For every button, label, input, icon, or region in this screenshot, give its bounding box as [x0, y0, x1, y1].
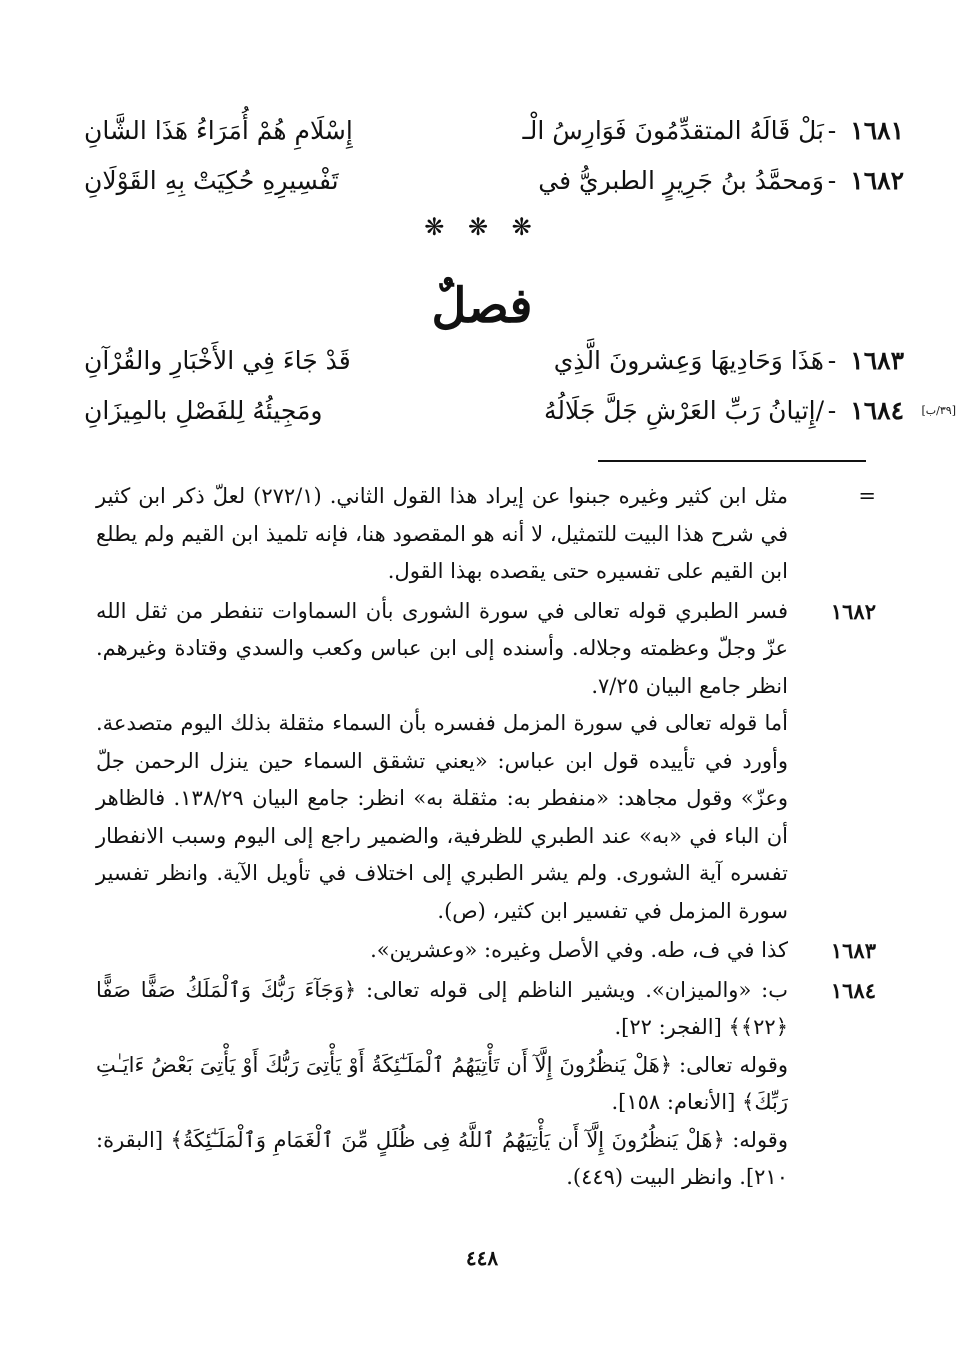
footnote-marker: ١٦٨٣ [830, 938, 876, 963]
verse-first-hemistich: /إِتيانُ رَبِّ العَرْشِ جَلَّ جَلَالُهُ [544, 395, 824, 425]
section-heading: فصلٌ [431, 278, 533, 334]
footnote-paragraph: وقوله: ﴿هَلْ يَنظُرُونَ إِلَّآ أَن يَأْتِيَهُمُ ٱللَّهُ فِى ظُلَلٍ مِّنَ ٱلْغَمَامِ وَٱلْمَلَـٰٓئِكَةُ﴾ [البقرة: ٢١٠]. وانظر البيت (٤٤٩). [96, 1127, 788, 1189]
verse-1681 [84, 108, 904, 152]
footnote-marker: = [858, 484, 876, 508]
verse-1682 [84, 158, 904, 202]
verse-dash: - [827, 345, 837, 375]
verse-dash: - [827, 115, 837, 145]
verse-second-hemistich: إِسْلَامِ هُمْ أُمَرَاءُ هَذَا الشَّانِ [84, 115, 353, 145]
footnote-separator [598, 460, 866, 462]
footnote-paragraph: مثل ابن كثير وغيره جبنوا عن إيراد هذا القول الثاني. (٢٧٢/١) لعلّ ذكر ابن كثير في شرح هذا البيت للتمثيل، لا أنه هو المقصود هنا، فإنه تلميذ ابن القيم ولم يطلع ابن القيم على تفسيره حتى يقصده بهذا القول. [96, 484, 789, 583]
footnote-1682 [96, 593, 876, 931]
footnote-paragraph: فسر الطبري قوله تعالى في سورة الشورى بأن السماوات تنفطر من ثقل الله عزّ وجلّ وعظمته وجلاله. وأسنده إلى ابن عباس وكعب والسدي وقتادة وغيرهم. انظر جامع البيان ٧/٢٥. [96, 598, 788, 698]
verse-first-hemistich: بَلْ قَالَهُ المتقدِّمُونَ فَوَارِسُ الْـ [522, 115, 824, 145]
verse-first-hemistich: وَمحمَّدُ بنُ جَرِيرٍ الطبريُّ في [538, 165, 824, 195]
footnote-marker: ١٦٨٤ [830, 977, 876, 1003]
footnote-paragraph: وقوله تعالى: ﴿هَلْ يَنظُرُونَ إِلَّآ أَن تَأْتِيَهُمُ ٱلْمَلَـٰٓئِكَةُ أَوْ يَأْتِىَ رَبُّكَ أَوْ يَأْتِىَ بَعْضُ ءَايَـٰتِ رَبِّكَ﴾ [الأنعام: ١٥٨]. [96, 1052, 788, 1114]
verse-second-hemistich: قَدْ جَاءَ فِي الأَخْبَارِ والقُرْآنِ [84, 345, 351, 375]
verse-dash: - [827, 395, 837, 425]
footnote-1684 [96, 972, 876, 1197]
verse-second-hemistich: ومَجِيئُهُ لِلفَصْلِ بالمِيزَانِ [84, 395, 323, 425]
footnote-body [96, 478, 788, 591]
verse-number: ١٦٨٢ [850, 165, 904, 195]
verse-number: ١٦٨٣ [850, 345, 904, 375]
footnote-body [96, 932, 788, 970]
verse-dash: - [827, 165, 837, 195]
verse-first-hemistich: هَذَا وَحَادِيهَا وَعِشرونَ الَّذِي [553, 345, 824, 375]
footnote-paragraph: أما قوله تعالى في سورة المزمل ففسره بأن السماء مثقلة بذلك اليوم متصدعة. وأورد في تأييده قول ابن عباس: «يعني تشقق السماء حين ينزل الرحمن جلّ وعزّ» وقول مجاهد: «منفطر به: مثقلة به» انظر: جامع البيان ١٣٨/٢٩. فالظاهر أن الباء في «به» عند الطبري للظرفية، والضمير راجع إلى اليوم وسبب الانفطار تفسره آية الشورى. ولم يشر الطبري إلى اختلاف في تأويل الآية. وانظر تفسير سورة المزمل في تفسير ابن كثير، (ص). [96, 711, 788, 923]
footnote-body [96, 972, 788, 1197]
footnote-paragraph: ب: «والميزان». ويشير الناظم إلى قوله تعالى: ﴿وَجَآءَ رَبُّكَ وَٱلْمَلَكُ صَفًّا صَفًّا ﴿٢٢﴾﴾ [الفجر: ٢٢]. [96, 977, 788, 1039]
verse-second-hemistich: تَفْسِيرِهِ حُكِيَتْ بِهِ القَوْلَانِ [84, 165, 339, 195]
verse-number: ١٦٨١ [850, 115, 904, 145]
verse-1684 [84, 388, 904, 432]
footnote-paragraph: كذا في ف، طه. وفي الأصل وغيره: «وعشرين». [370, 938, 788, 962]
verse-1683 [84, 338, 904, 382]
section-ornament: ❋ ❋ ❋ [424, 213, 540, 241]
footnote-marker: ١٦٨٢ [830, 598, 876, 624]
page-number: ٤٤٨ [465, 1246, 499, 1270]
footnote-continuation [96, 478, 876, 591]
footnotes [96, 478, 876, 1199]
manuscript-folio-mark: [٣٩/ب] [921, 404, 956, 417]
verse-number: ١٦٨٤ [850, 395, 904, 425]
footnote-body [96, 593, 788, 931]
footnote-1683 [96, 932, 876, 970]
